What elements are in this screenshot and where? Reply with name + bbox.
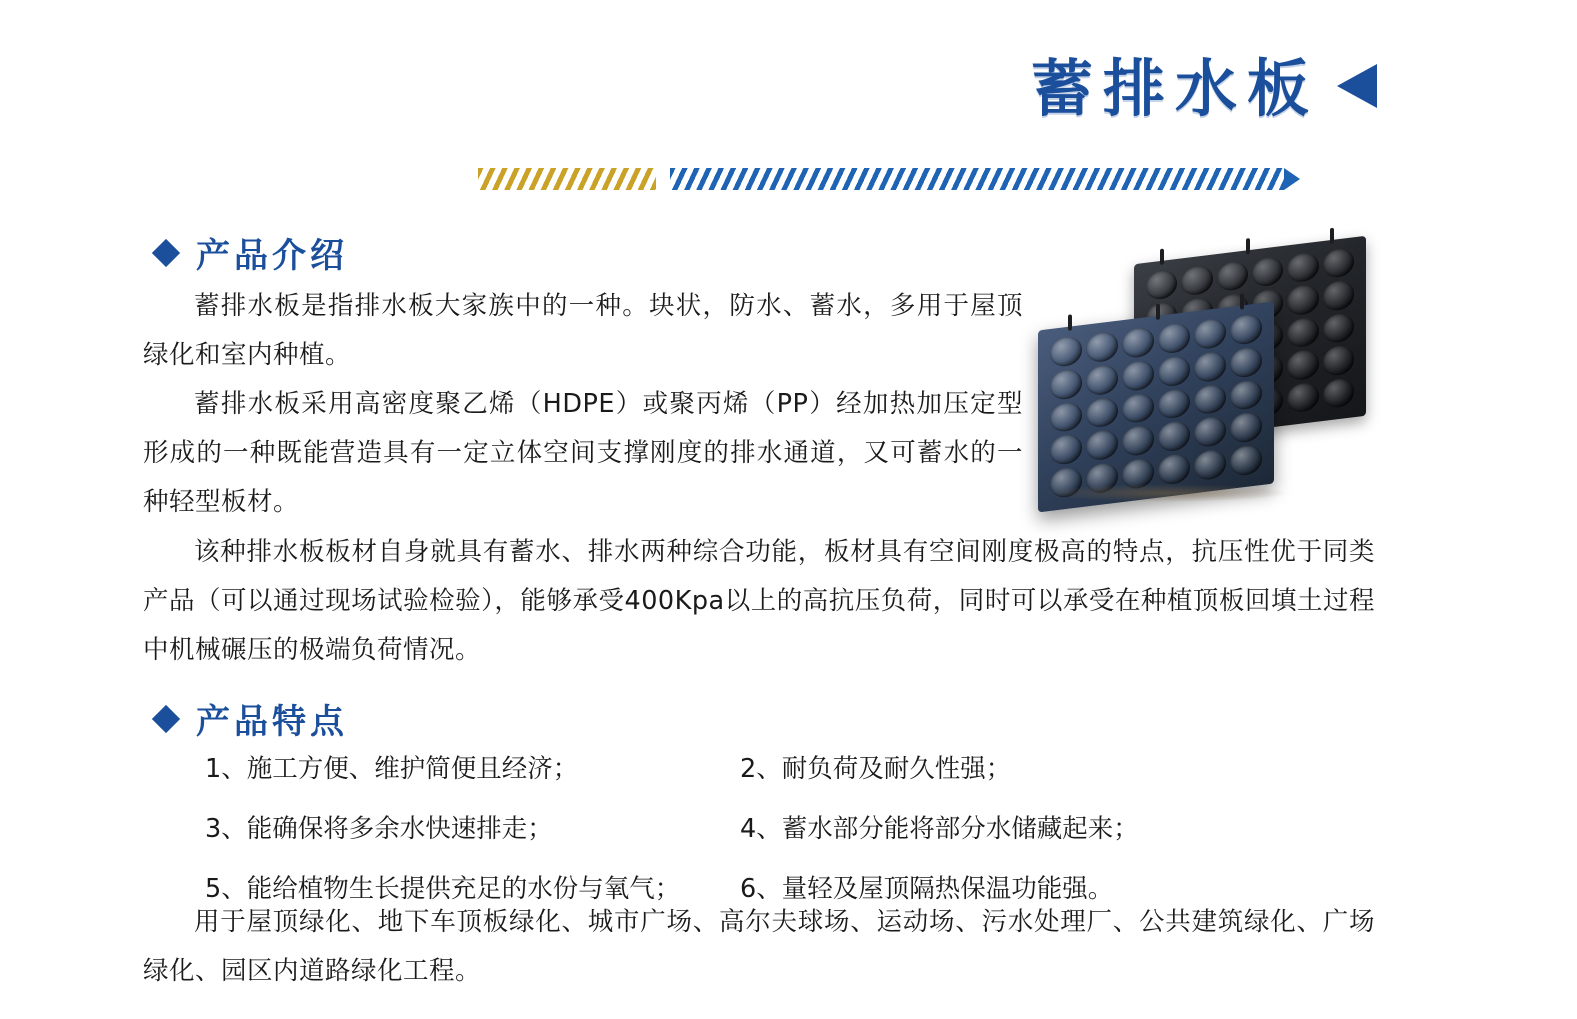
board-pin-icon xyxy=(1330,228,1334,244)
page-title: 蓄排水板 xyxy=(1030,52,1319,125)
board-pin-icon xyxy=(1068,314,1072,330)
stripe-segment-gold xyxy=(478,168,656,190)
feature-item: 6、量轻及屋顶隔热保温功能强。 xyxy=(740,874,1114,904)
feature-row xyxy=(205,752,1385,786)
feature-usage-paragraph: 用于屋顶绿化、地下车顶板绿化、城市广场、高尔夫球场、运动场、污水处理厂、公共建筑绿化、广场绿化、园区内道路绿化工程。 xyxy=(143,907,1375,986)
section-heading-feature xyxy=(156,694,348,743)
board-dimple xyxy=(1287,349,1318,381)
board-dimple xyxy=(1181,265,1212,297)
intro-paragraph-1: 蓄排水板是指排水板大家族中的一种。块状，防水、蓄水，多用于屋顶绿化和室内种植。 xyxy=(143,291,1023,370)
board-dimple xyxy=(1323,247,1354,279)
board-dimple xyxy=(1158,322,1190,355)
board-dimple xyxy=(1217,260,1248,292)
board-dimple xyxy=(1287,252,1318,284)
board-pin-icon xyxy=(1240,293,1244,309)
board-dimple xyxy=(1323,344,1354,376)
page-title-block xyxy=(1030,52,1377,125)
board-dimple xyxy=(1287,381,1318,413)
decorative-stripe-bar xyxy=(478,168,1300,190)
board-dimple xyxy=(1122,392,1154,425)
intro-paragraph-2: 蓄排水板采用高密度聚乙烯（HDPE）或聚丙烯（PP）经加热加压定型形成的一种既能营造具有一定立体空间支撑刚度的排水通道，又可蓄水的一种轻型板材。 xyxy=(143,389,1023,517)
board-dimple xyxy=(1323,312,1354,344)
section-heading-intro-label: 产品介绍 xyxy=(196,236,348,276)
board-dimple xyxy=(1230,379,1262,412)
intro-paragraph-3: 该种排水板板材自身就具有蓄水、排水两种综合功能，板材具有空间刚度极高的特点，抗压性优于同类产品（可以通过现场试验检验），能够承受400Kpa以上的高抗压负荷，同时可以承受在种植顶板回填土过程中机械碾压的极端负荷情况。 xyxy=(143,537,1375,665)
board-dimple xyxy=(1230,411,1262,444)
board-dimple xyxy=(1122,425,1154,458)
feature-row xyxy=(205,812,1385,846)
board-dimple xyxy=(1050,401,1082,434)
board-pin-icon xyxy=(1160,249,1164,265)
board-dimple xyxy=(1287,316,1318,348)
board-dimple xyxy=(1086,396,1118,429)
section-heading-feature-label: 产品特点 xyxy=(196,702,348,742)
feature-item: 3、能确保将多余水快速排走； xyxy=(205,814,553,844)
section-heading-intro xyxy=(156,228,348,277)
board-dimple xyxy=(1146,269,1177,301)
drainage-board-front xyxy=(1038,302,1274,513)
board-dimple xyxy=(1158,453,1190,486)
board-dimple xyxy=(1158,387,1190,420)
board-dimple xyxy=(1230,313,1262,346)
board-dimple xyxy=(1050,368,1082,401)
board-dimple xyxy=(1086,363,1118,396)
board-dimple xyxy=(1122,326,1154,359)
board-dimple xyxy=(1194,416,1226,449)
board-pin-icon xyxy=(1156,304,1160,320)
photo-ground-shadow xyxy=(1040,484,1290,502)
stripe-segment-blue xyxy=(670,168,1284,190)
board-dimple xyxy=(1050,335,1082,368)
diamond-icon xyxy=(152,238,180,266)
board-pin-icon xyxy=(1246,238,1250,254)
left-triangle-icon xyxy=(1337,64,1377,108)
board-dimple xyxy=(1086,429,1118,462)
board-dimple xyxy=(1230,444,1262,477)
board-dimple xyxy=(1252,256,1283,288)
stripe-arrow-tip-icon xyxy=(1284,168,1300,190)
board-dimple xyxy=(1287,284,1318,316)
board-dimple xyxy=(1194,317,1226,350)
feature-item: 5、能给植物生长提供充足的水份与氧气； xyxy=(205,874,681,904)
board-dimple xyxy=(1194,449,1226,482)
feature-item: 1、施工方便、维护简便且经济； xyxy=(205,754,579,784)
board-dimple xyxy=(1323,280,1354,312)
feature-item: 4、蓄水部分能将部分水储藏起来； xyxy=(740,814,1139,844)
board-dimple xyxy=(1158,420,1190,453)
stripe-gap xyxy=(656,168,670,190)
board-dimple xyxy=(1158,355,1190,388)
board-dimple xyxy=(1194,383,1226,416)
board-dimple xyxy=(1122,359,1154,392)
drainage-board-photo xyxy=(1030,240,1378,510)
board-dimple xyxy=(1230,346,1262,379)
board-dimple xyxy=(1050,433,1082,466)
board-dimple xyxy=(1323,377,1354,409)
diamond-icon xyxy=(152,704,180,732)
feature-item: 2、耐负荷及耐久性强； xyxy=(740,754,1012,784)
board-dimple xyxy=(1194,350,1226,383)
board-dimple xyxy=(1086,331,1118,364)
board-dimple-grid xyxy=(1050,313,1262,499)
